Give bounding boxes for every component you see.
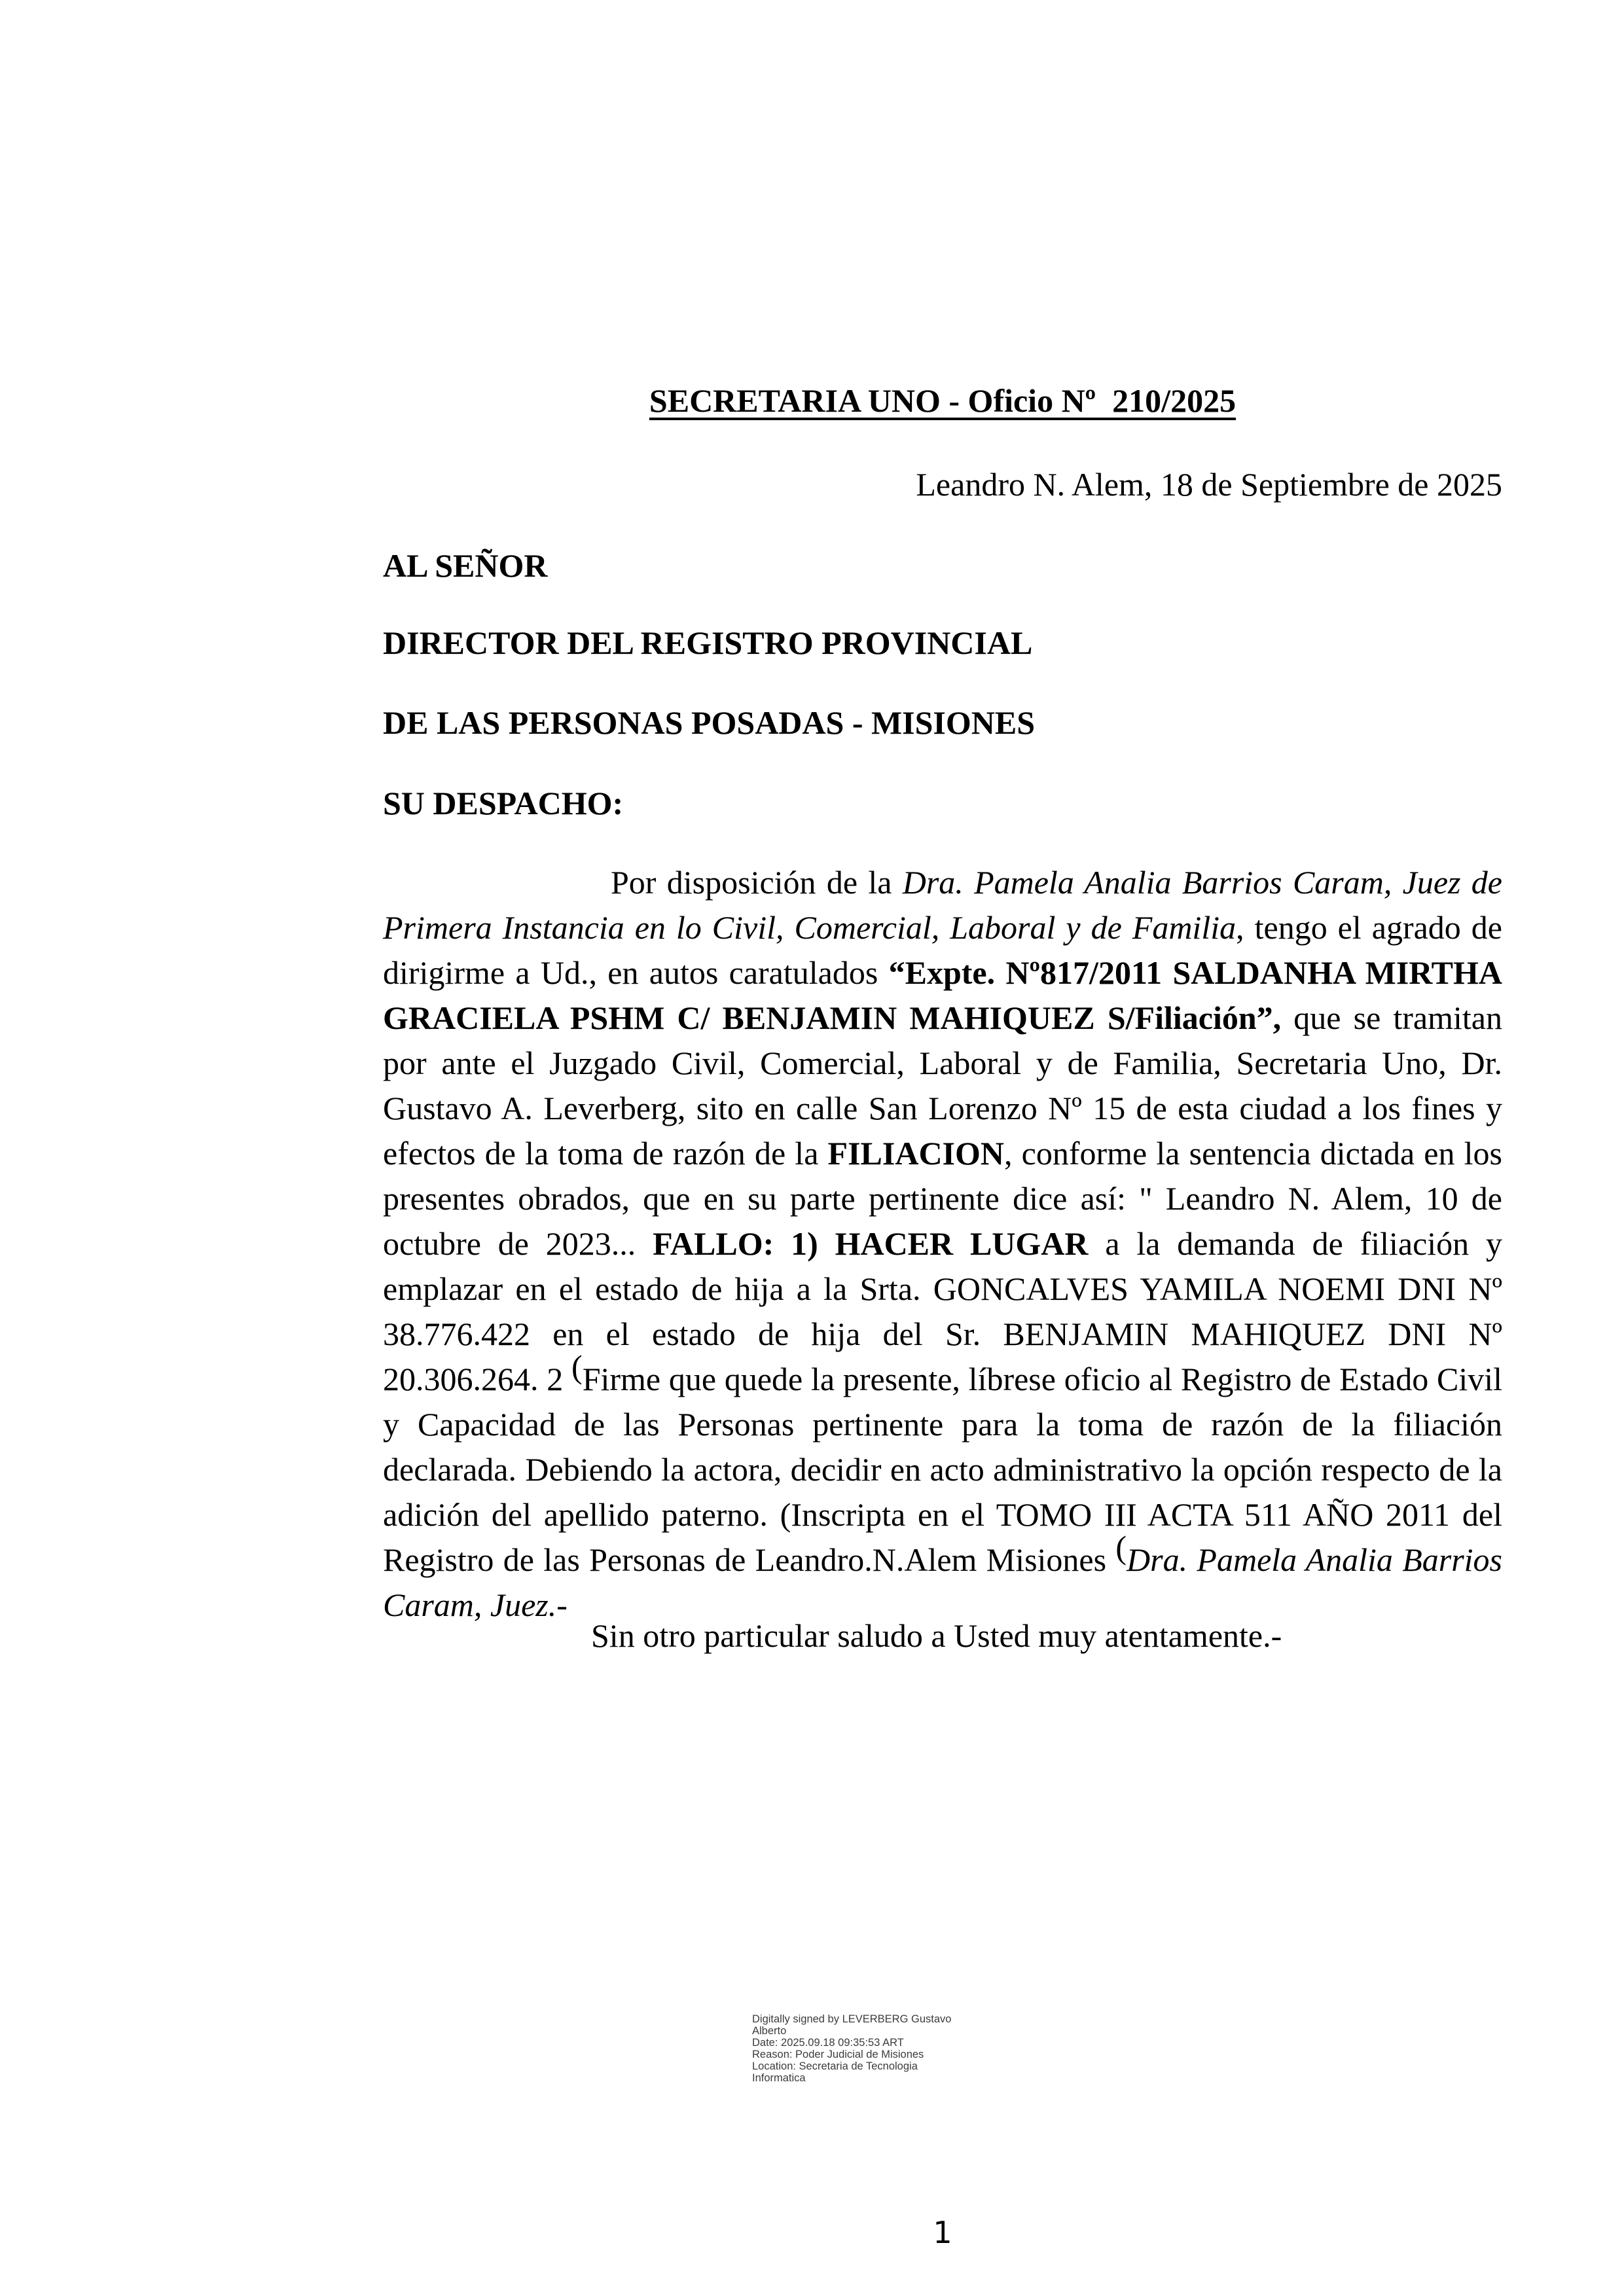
body-run-bold: “Expte. Nº817/2011 SALDANHA MIRTHA GRACIELA PSHM C/ BENJAMIN MAHIQUEZ S/Filiación”,: [383, 954, 1502, 1036]
signature-reason: Reason: Poder Judicial de Misiones: [752, 2049, 924, 2060]
body-run-italic: Dra. Pamela Analia Barrios Caram, Juez.-: [383, 1541, 1502, 1623]
body-paragraph: [383, 860, 1502, 1628]
recipient-line-director: DIRECTOR DEL REGISTRO PROVINCIAL: [383, 624, 1033, 661]
page-number: 1: [933, 2215, 952, 2250]
body-run-normal: que se tramitan por ante el Juzgado Civil, Comercial, Laboral y de Familia, Secretaria Uno, Dr. Gustavo A. Leverberg, sito en calle San Lorenzo Nº 15 de esta ciudad a los fines y efectos de la toma de razón de la: [383, 999, 1502, 1172]
body-run-normal: , tengo el agrado de dirigirme a Ud., en autos caratulados: [383, 909, 1502, 991]
digital-signature-block: [752, 2013, 968, 2084]
signature-date: Date: 2025.09.18 09:35:53 ART: [752, 2037, 904, 2049]
body-run-normal: , conforme la sentencia dictada en los presentes obrados, que en su parte pertinente dice así: " Leandro N. Alem, 10 de octubre de 2023...: [383, 1135, 1502, 1262]
body-run-normal: Firme que quede la presente, líbrese oficio al Registro de Estado Civil y Capacidad de las Personas pertinente para la toma de razón de la filiación declarada. Debiendo la actora, decidir en acto administrativo la opción respecto de la adición del apellido paterno. (Inscripta en el TOMO III ACTA 511 AÑO 2011 del Registro de las Personas de Leandro.N.Alem Misiones: [383, 1361, 1502, 1578]
body-run-italic: Dra. Pamela Analia Barrios Caram, Juez de Primera Instancia en lo Civil, Comercial, Laboral y de Familia: [383, 864, 1502, 946]
signature-location: Location: Secretaria de Tecnologia Informatica: [752, 2060, 918, 2084]
signature-signed-by: Digitally signed by LEVERBERG Gustavo Alberto: [752, 2013, 952, 2037]
body-run-sup: (: [571, 1348, 583, 1385]
body-run-normal: Por disposición de la: [611, 864, 903, 901]
body-run-sup: (: [1115, 1529, 1127, 1566]
body-run-bold: FILIACION: [827, 1135, 1005, 1172]
closing-line: Sin otro particular saludo a Usted muy atentamente.-: [591, 1617, 1282, 1654]
document-title: SECRETARIA UNO - Oficio Nº 210/2025: [649, 382, 1236, 419]
body-run-normal: a la demanda de filiación y emplazar en el estado de hija a la Srta. GONCALVES YAMILA NOEMI DNI Nº 38.776.422 en el estado de hija del Sr. BENJAMIN MAHIQUEZ DNI Nº 20.306.264. 2: [383, 1225, 1502, 1397]
recipient-line-al-senor: AL SEÑOR: [383, 547, 548, 584]
dateline: Leandro N. Alem, 18 de Septiembre de 2025: [916, 466, 1502, 503]
recipient-line-registro: DE LAS PERSONAS POSADAS - MISIONES: [383, 704, 1036, 741]
body-run-bold: FALLO: 1) HACER LUGAR: [653, 1225, 1089, 1262]
recipient-line-despacho: SU DESPACHO:: [383, 785, 624, 821]
